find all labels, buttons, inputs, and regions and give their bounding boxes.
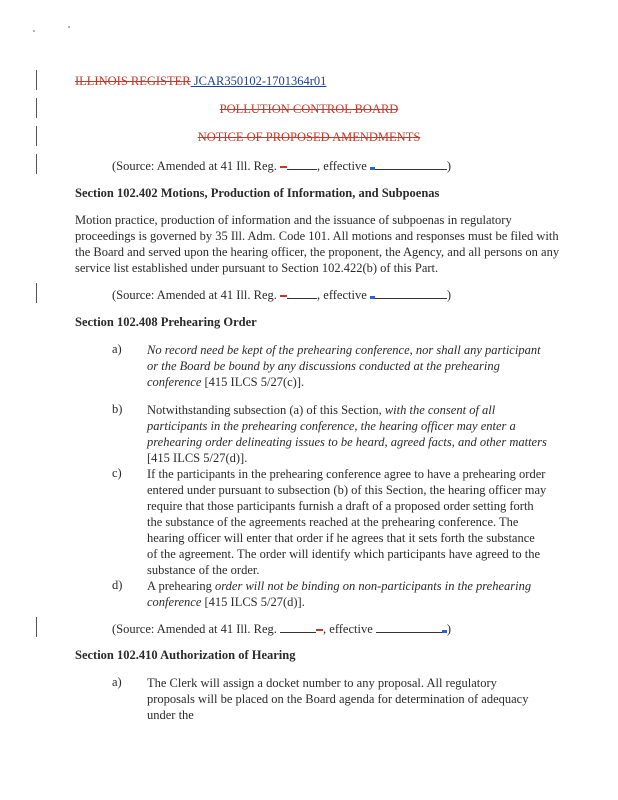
change-bar <box>36 283 37 303</box>
section-408-heading: Section 102.408 Prehearing Order <box>75 315 257 329</box>
item-a-label: a) <box>112 342 122 356</box>
change-bar <box>36 154 37 174</box>
notice-title: NOTICE OF PROPOSED AMENDMENTS <box>197 130 421 144</box>
source-effective: , effective <box>317 159 367 173</box>
reg-blank <box>287 158 317 170</box>
source-close: ) <box>446 159 452 173</box>
agency-name: POLLUTION CONTROL BOARD <box>219 102 399 116</box>
change-bar <box>36 617 37 637</box>
source-close: ) <box>446 288 452 302</box>
item-b-label: b) <box>112 402 123 416</box>
reg-blank <box>280 621 316 633</box>
item-410a-text: The Clerk will assign a docket number to any proposal. All regulatory proposals will be placed on the Board agenda for determination of adequacy under the <box>147 676 529 722</box>
register-header <box>75 74 326 89</box>
source-prefix: (Source: Amended at 41 Ill. Reg. <box>112 622 277 636</box>
item-d-citation: [415 ILCS 5/27(d)]. <box>204 595 305 609</box>
source-effective: , effective <box>317 288 367 302</box>
section-402-body: Motion practice, production of information and the issuance of subpoenas in regulatory proceedings is governed by 35 Ill. Adm. Code 101. All motions and responses must be filed with the Board and served upon the hearing officer, the proponent, the Agency, and all persons on any service list established under pursuant to Section 102.422(b) of this Part. <box>75 213 560 275</box>
doc-id: JCAR350102-1701364r01 <box>193 74 327 88</box>
item-d-text <box>147 578 547 610</box>
source-effective: , effective <box>323 622 373 636</box>
date-blank <box>376 621 442 633</box>
item-c-label: c) <box>112 466 122 480</box>
item-b-text <box>147 402 547 466</box>
item-d-plain: A prehearing <box>147 579 212 593</box>
item-d-label: d) <box>112 578 123 592</box>
section-402-heading: Section 102.402 Motions, Production of Information, and Subpoenas <box>75 186 440 200</box>
item-a-text <box>147 342 547 390</box>
source-note-2 <box>112 287 451 303</box>
deletion-mark <box>280 166 287 168</box>
date-blank <box>375 158 447 170</box>
deletion-mark <box>280 295 287 297</box>
source-note-3 <box>112 621 451 637</box>
section-410-heading: Section 102.410 Authorization of Hearing <box>75 648 296 662</box>
reg-blank <box>287 287 317 299</box>
source-note-1 <box>112 158 451 174</box>
item-410a-label: a) <box>112 675 122 689</box>
register-label: ILLINOIS REGISTER <box>75 74 191 88</box>
source-prefix: (Source: Amended at 41 Ill. Reg. <box>112 288 277 302</box>
item-b-citation: [415 ILCS 5/27(d)]. <box>147 451 248 465</box>
scan-speck <box>68 26 70 28</box>
agency-line <box>0 102 618 117</box>
change-bar <box>36 70 37 90</box>
item-a-citation: [415 ILCS 5/27(c)]. <box>204 375 305 389</box>
source-close: ) <box>446 622 452 636</box>
date-blank <box>375 287 447 299</box>
deletion-mark <box>316 629 323 631</box>
item-c-text: If the participants in the prehearing conference agree to have a prehearing order entered under pursuant to subsection (b) of this Section, the hearing officer may require that those participants furnish a draft of a proposed order setting forth the substance of the agreements reached at the prehearing conference. The hearing officer will enter that order if he agrees that it sets forth the substance of the agreement. The order will identify which participants have agreed to the substance of the order. <box>147 467 547 577</box>
source-prefix: (Source: Amended at 41 Ill. Reg. <box>112 159 277 173</box>
notice-line <box>0 130 618 145</box>
item-d-italic: order will not be binding on non-participants in the prehearing conference <box>147 579 532 609</box>
item-b-italic: with the consent of all participants in the prehearing conference, the hearing officer may enter a prehearing order delineating issues to be heard, agreed facts, and other matters <box>147 403 547 449</box>
scan-speck <box>33 30 35 32</box>
item-b-plain: Notwithstanding subsection (a) of this Section, <box>147 403 382 417</box>
item-a-italic: No record need be kept of the prehearing conference, nor shall any participant or the Board be bound by any discussions conducted at the prehearing conference <box>147 343 541 389</box>
